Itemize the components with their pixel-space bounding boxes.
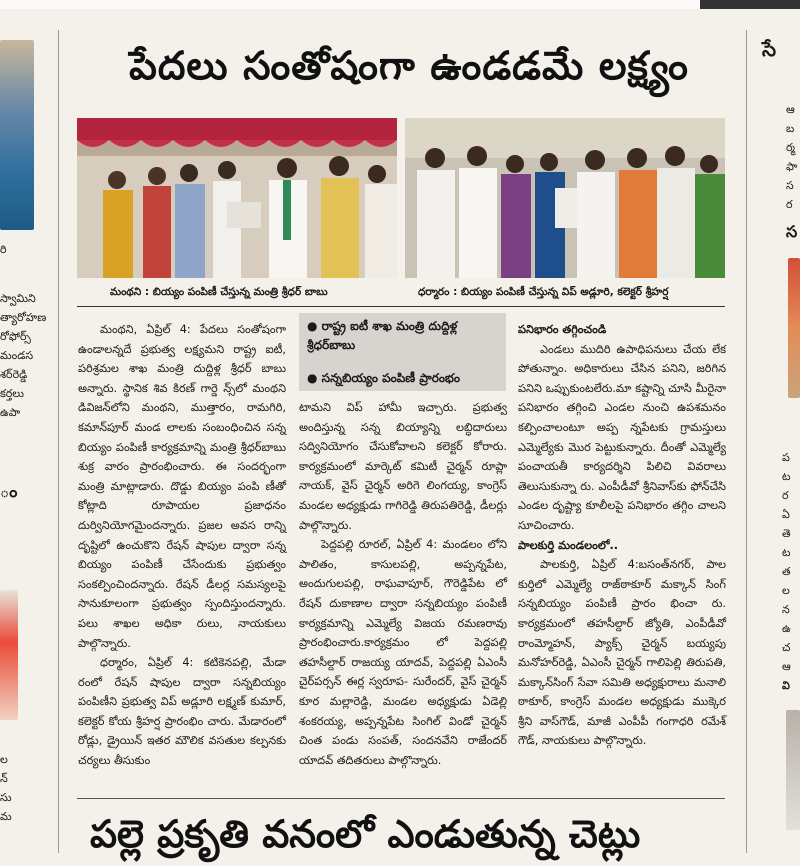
- article-column-2: [299, 398, 507, 770]
- top-strip: [0, 0, 800, 9]
- right-column-rule: [746, 30, 747, 853]
- caption-rule: [77, 306, 725, 307]
- right-fragment: ఫా: [786, 160, 798, 173]
- left-fragment: మండస: [0, 349, 34, 362]
- right-fragment: ర: [782, 489, 789, 502]
- right-fragment: వి: [782, 679, 790, 692]
- right-photo-bottom: [786, 710, 800, 830]
- right-fragment: ల: [782, 584, 790, 597]
- left-text-block: [0, 240, 52, 501]
- paragraph: టామని విప్‌ హామీ ఇచ్చారు. ప్రభుత్వ అందిస్తున్న సన్న బియ్యాన్ని లబ్ధిదారులు సద్వినియోగం చేసుకోవాలని కలెక్టర్‌ కోరారు. కార్యక్రమంలో మార్కెట్‌ కమిటీ చైర్మన్‌ రూప్లా నాయక్‌, వైస్‌ చైర్మన్‌ అరిగె లింగయ్య, కాంగ్రెస్‌ మండల అధ్యక్షుడు గాగిరెడ్డి తిరుపతిరెడ్డి, డీలర్లు పాల్గొన్నారు.: [299, 401, 507, 532]
- left-fragment: మ: [0, 810, 12, 823]
- paragraph: ధర్మారం, ఏప్రిల్‌ 4: కటికెనపల్లి, మేడా రంలో రేషన్‌ షాపుల ద్వారా సన్నబియ్యం పంపిణీని ప్రభుత్వ విప్‌ అడ్లూరి లక్ష్మణ్‌ కుమార్‌, కలెక్టర్‌ కోయ శ్రీహర్ష ప్రారంభిం చారు. మేడారంలో రోడ్లు, డ్రైయిన్‌ ఇతర మౌలిక వసతుల కల్పనకు చర్యలు తీసుకుం: [78, 656, 286, 768]
- photo-dharmaram-illustration: [405, 118, 725, 278]
- subheading: పనిభారం తగ్గించండి: [518, 323, 607, 336]
- left-fragment: శర్‌రెడ్డి: [0, 368, 28, 381]
- left-fragment: రి: [0, 243, 7, 256]
- highlight-item: ● సన్నబియ్యం పంపిణీ ప్రారంభం: [307, 371, 461, 385]
- left-photo-bottom: [0, 590, 18, 720]
- right-fragment: త: [782, 565, 791, 578]
- left-fragment: సు: [0, 791, 12, 804]
- left-column-rule: [58, 30, 59, 853]
- article-column-3: [518, 320, 726, 751]
- article-headline: పేదలు సంతోషంగా ఉండడమే లక్ష్యం: [129, 44, 689, 89]
- right-text-block-2: [782, 448, 791, 695]
- left-fragment: ం: [0, 482, 18, 501]
- right-fragment: న: [782, 603, 790, 616]
- left-fragment: న్‌: [0, 772, 8, 785]
- left-text-block-2: [0, 750, 52, 826]
- article-column-1: [78, 320, 286, 771]
- right-fragment: ఉ: [782, 622, 791, 635]
- subheading: పాలకుర్తి మండలంలో..: [518, 538, 619, 552]
- right-fragment: ఆ: [782, 660, 791, 673]
- left-fragment: త్యారోహణ: [0, 311, 47, 324]
- caption-left: మంథని : బియ్యం పంపిణీ చేస్తున్న మంత్రి శ్రీధర్‌ బాబు: [110, 286, 328, 298]
- right-fragment: చ: [782, 641, 791, 654]
- paragraph: ఎండలు ముదిరి ఉపాధిపనులు చేయ లేక పోతున్నాం. అధికారులు చేసిన పనిని, జరిగిన పనిని ఒప్పుకుంటలేరు.మా కష్టాన్ని చూసి మీరైనా పనిభారం తగ్గించి ఎండల నుంచి ఉపశమనం కల్పించాలంటూ అప్ప న్నపేటకు గ్రామస్తులు ఎమ్మెల్యేకు మొర పెట్టుకున్నారు. దీంతో ఎమ్మెల్యే పంచాయతీ కార్యదర్శిని పిలిచి వివరాలు తెలుసుకున్నా రు. ఎంపీడీవో శ్రీనివాస్‌కు ఫోన్‌చేసి ఎండల దృష్ట్యా కూలీలపై పనిభారం తగ్గిం చాలని సూచించారు.: [518, 342, 726, 532]
- highlight-box: [299, 313, 506, 391]
- right-fragment: ప: [782, 451, 790, 464]
- right-fragment: ర్మ: [786, 141, 795, 154]
- highlight-item: ● రాష్ట్ర ఐటీ శాఖ మంత్రి దుద్దిళ్ల శ్రీధర్‌బాబు: [307, 319, 458, 352]
- right-fragment: ఏ: [782, 508, 790, 521]
- right-adjacent-article: [752, 30, 800, 853]
- photo-manthani-illustration: [77, 118, 397, 278]
- right-fragment: తె: [782, 527, 791, 540]
- paragraph: పెద్దపల్లి రూరల్‌, ఏప్రిల్‌ 4: మండలం లోని పాలితం, కాసులపల్లి, అప్పన్నపేట, అందుగులపల్లి, రాఘవాపూర్‌, గౌరెడ్డిపేట లో రేషన్‌ దుకాణాల ద్వారా సన్నబియ్యం పంపిణీ కార్యక్రమాన్ని ఎమ్మెల్యే విజయ రమణరావు ప్రారంభించారు.కార్యక్రమం లో పెద్దపల్లి తహసీల్దార్‌ రాజయ్య యాదవ్‌, పెద్దపల్లి ఏఎంసీ చైర్‌పర్సన్‌ ఈర్ల స్వరూప- సురేందర్‌, వైస్‌ చైర్మన్‌ కూర మల్లారెడ్డి, మండల అధ్యక్షుడు ఏడెల్లి శంకరయ్య, అప్పన్నపేట సింగిల్‌ విండో చైర్మన్‌ చింత పండు సంపత్‌, సందనవేని రాజేందర్‌ యాదవ్‌ తదితరులు పాల్గొన్నారు.: [299, 538, 507, 767]
- right-fragment: స: [786, 222, 798, 241]
- right-fragment: ర: [786, 198, 793, 211]
- caption-right: ధర్మారం : బియ్యం పంపిణీ చేస్తున్న విప్‌ అడ్లూరి, కలెక్టర్‌ శ్రీహర్ష: [418, 286, 669, 298]
- paragraph: పాలకుర్తి, ఏప్రిల్‌ 4:బసంత్‌నగర్‌, పాల కుర్తిలో ఎమ్మెల్యే రాజ్‌ఠాకూర్‌ మక్కాన్‌ సింగ్‌ సన్నబియ్యం పంపిణీ ప్రారం భించా రు. కార్యక్రమంలో తహసీల్దార్‌ జ్యోతి, ఎంపీడీవో రాంమ్మోహన్‌, ప్యాక్స్‌ చైర్మన్‌ బయ్యపు మనోహర్‌రెడ్డి, ఏఎంసీ చైర్మన్‌ గాలిపెల్లి తిరుపతి, మక్కాన్‌సింగ్‌ సేవా సమితి అధ్యక్షురాలు మనాలి ఠాకూర్‌, కాంగ్రెస్‌ మండల అధ్యక్షుడు ముక్కెర శ్రీని వాస్‌గౌడ్‌, మాజీ ఎంపీపీ గంగాధరి రమేశ్‌ గౌడ్‌, నాయకులు పాల్గొన్నారు.: [518, 558, 726, 748]
- left-fragment: స్వామిని: [0, 292, 36, 305]
- right-fragment: ట: [782, 546, 791, 559]
- right-fragment: స: [786, 179, 794, 192]
- left-fragment: ల: [0, 753, 8, 766]
- paragraph: మంథని, ఏప్రిల్‌ 4: పేదలు సంతోషంగా ఉండాలన్నదే ప్రభుత్వ లక్ష్యమని రాష్ట్ర ఐటీ, పరిశ్రమల శాఖ మంత్రి దుద్దిళ్ల శ్రీధర్‌ బాబు అన్నారు. స్థానిక శివ కిరణ్‌ గార్డె న్స్‌లో మంథని డివిజన్‌లోని మంథని, ముత్తారం, రామగిరి, కమాన్‌పూర్‌ మండ లాలకు సంబంధించిన సన్న బియ్యం పంపిణీ కార్యక్రమాన్ని మంత్రి శ్రీధర్‌బాబు శుక్ర వారం ప్రారంభించారు. ఈ సందర్భంగా మంత్రి మాట్లాడారు. దొడ్డు బియ్యం పంపి ణీతో కోట్లాది రూపాయల ప్రజాధనం దుర్వినియోగమైందన్నారు. ప్రజల అవస రాన్ని దృష్టిలో ఉంచుకొని రేషన్‌ షాపుల ద్వారా సన్న బియ్యం పంపిణీ చేసేందుకు ప్రభుత్వం సంకల్పించిందన్నారు. రేషన్‌ డీలర్ల సమస్యలపై సానుకూలంగా ప్రభుత్వం స్పందిస్తుందన్నారు. పలు శాఖల అధికా రులు, నాయకులు పాల్గొన్నారు.: [78, 323, 286, 650]
- left-photo-top: [0, 40, 34, 230]
- left-fragment: ఉపా: [0, 406, 21, 419]
- left-adjacent-article: [0, 30, 52, 853]
- right-photo: [788, 258, 800, 398]
- right-fragment: బ: [786, 122, 795, 135]
- right-fragment: ఆ: [786, 103, 795, 116]
- top-dark-bar: [700, 0, 800, 9]
- left-fragment: రోఫోర్స్‌: [0, 330, 31, 343]
- right-headline-fragment: సే: [762, 37, 777, 61]
- section-rule: [77, 798, 725, 799]
- right-text-block: [786, 100, 797, 241]
- left-fragment: కర్తలు: [0, 387, 24, 400]
- highlight-text: రాష్ట్ర ఐటీ శాఖ మంత్రి దుద్దిళ్ల శ్రీధర్‌బాబు: [307, 319, 458, 352]
- highlight-text: సన్నబియ్యం పంపిణీ ప్రారంభం: [321, 371, 461, 385]
- photo-dharmaram: [405, 118, 725, 278]
- next-article-headline: పల్లె ప్రకృతి వనంలో ఎండుతున్న చెట్లు: [90, 812, 641, 856]
- right-fragment: ట: [782, 470, 791, 483]
- photo-manthani: [77, 118, 397, 278]
